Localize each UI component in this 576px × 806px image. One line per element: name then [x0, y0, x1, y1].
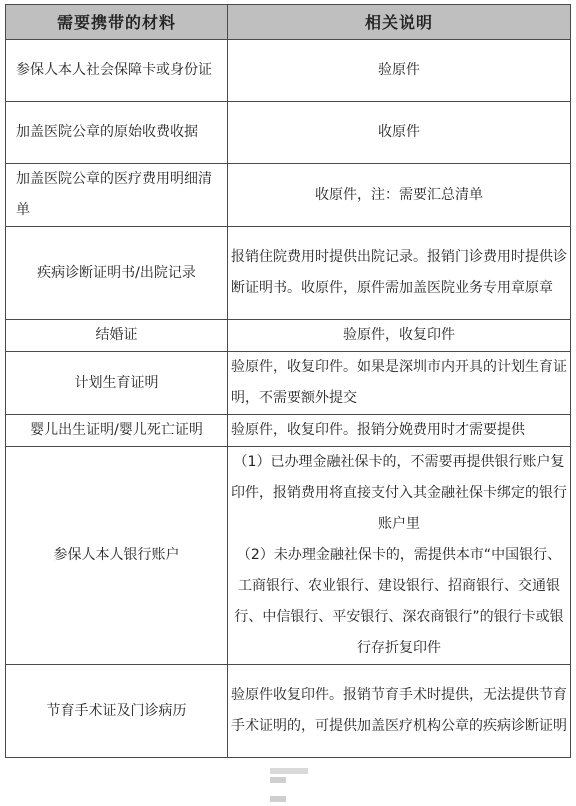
material-cell: 加盖医院公章的医疗费用明细清单 — [6, 164, 228, 227]
note-cell — [228, 447, 571, 665]
material-cell: 疾病诊断证明书/出院记录 — [6, 227, 228, 320]
note-cell: 收原件，注：需要汇总清单 — [228, 164, 571, 227]
note-paragraph: （1）已办理金融社保卡的，不需要再提供银行账户复印件，报销费用将直接支付入其金融社保卡绑定的银行账户里 — [231, 454, 567, 532]
table-row — [6, 352, 571, 415]
table-row — [6, 40, 571, 102]
table-row — [6, 665, 571, 758]
materials-table — [5, 4, 571, 758]
table-row — [6, 164, 571, 227]
header-materials: 需要携带的材料 — [6, 5, 228, 40]
material-cell: 参保人本人社会保障卡或身份证 — [6, 40, 228, 102]
note-paragraph: （2）未办理金融社保卡的，需提供本市“中国银行、工商银行、农业银行、建设银行、招商银行、交通银行、中信银行、平安银行、深农商银行”的银行卡或银行存折复印件 — [234, 547, 564, 656]
table-row — [6, 227, 571, 320]
note-cell: 验原件，收复印件 — [228, 320, 571, 352]
material-cell: 参保人本人银行账户 — [6, 447, 228, 665]
table-row — [6, 320, 571, 352]
material-cell: 节育手术证及门诊病历 — [6, 665, 228, 758]
page-bottom-marker — [270, 768, 308, 774]
material-cell: 结婚证 — [6, 320, 228, 352]
table-row — [6, 102, 571, 164]
material-cell: 婴儿出生证明/婴儿死亡证明 — [6, 415, 228, 447]
table-header-row — [6, 5, 571, 40]
note-cell: 收原件 — [228, 102, 571, 164]
material-cell: 加盖医院公章的原始收费收据 — [6, 102, 228, 164]
note-cell: 验原件收复印件。报销节育手术时提供，无法提供节育手术证明的，可提供加盖医疗机构公章的疾病诊断证明 — [228, 665, 571, 758]
note-cell: 报销住院费用时提供出院记录。报销门诊费用时提供诊断证明书。收原件，原件需加盖医院业务专用章原章 — [228, 227, 571, 320]
note-cell: 验原件，收复印件。报销分娩费用时才需要提供 — [228, 415, 571, 447]
table-row — [6, 415, 571, 447]
material-cell: 计划生育证明 — [6, 352, 228, 415]
table-row — [6, 447, 571, 665]
header-notes: 相关说明 — [228, 5, 571, 40]
note-cell: 验原件，收复印件。如果是深圳市内开具的计划生育证明，不需要额外提交 — [228, 352, 571, 415]
note-cell: 验原件 — [228, 40, 571, 102]
